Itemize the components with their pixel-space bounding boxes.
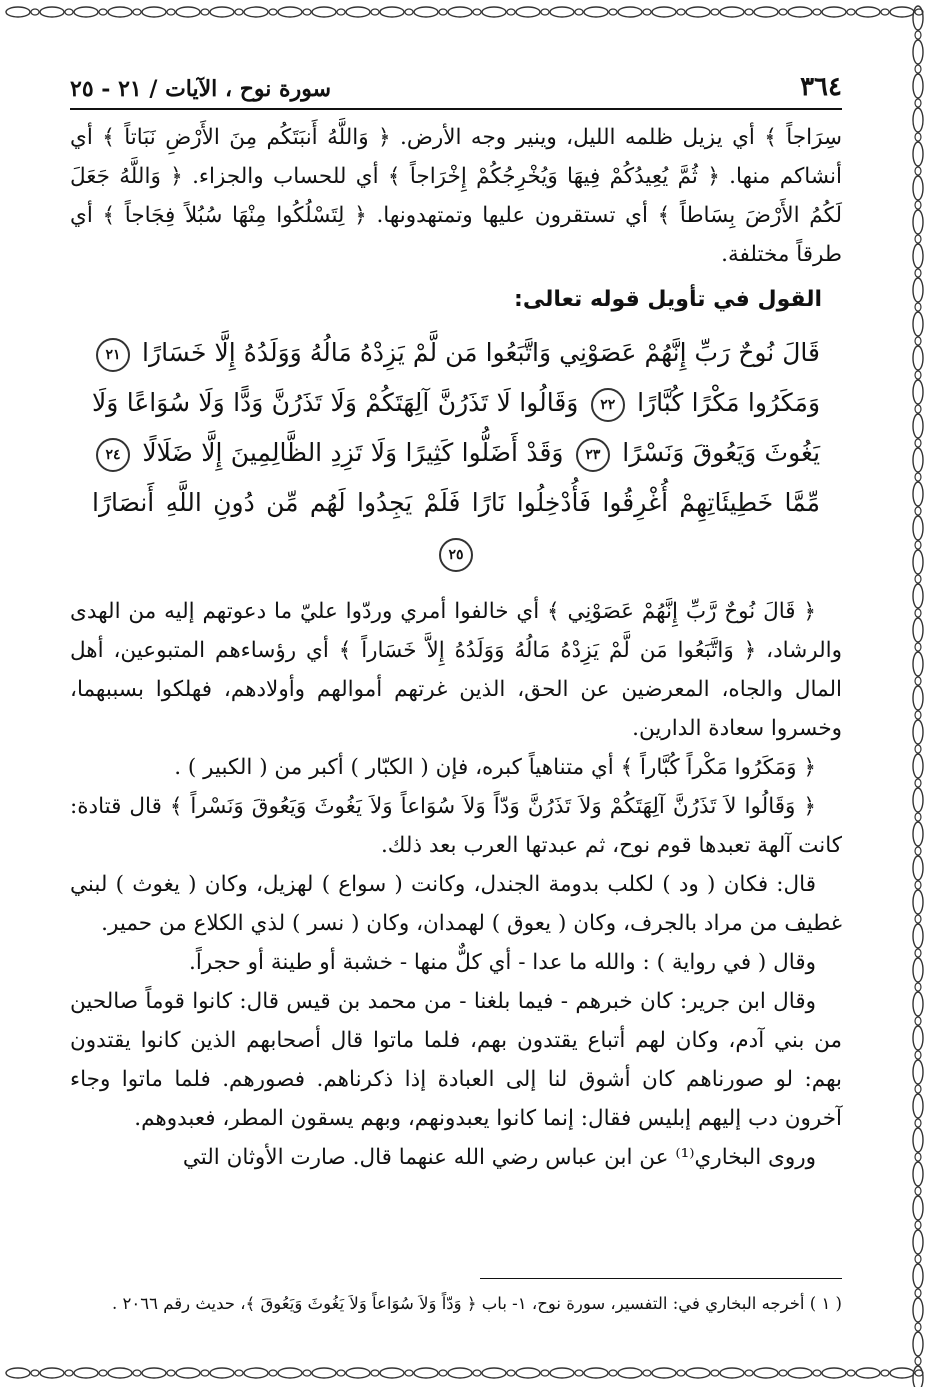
running-title: سورة نوح ، الآيات / ٢١ - ٢٥	[70, 76, 332, 102]
ayah-number-marker: ٢٥	[439, 538, 473, 572]
ayah-text: وَقَدْ أَضَلُّوا كَثِيرًا وَلَا تَزِدِ الظَّالِمِينَ إِلَّا ضَلَالًا	[142, 438, 564, 467]
decorative-border-top	[0, 0, 934, 34]
quran-verses-block	[92, 328, 820, 578]
paragraph-ibn-jarir: وقال ابن جرير: كان خبرهم - فيما بلغنا - من محمد بن قيس قال: كانوا قوماً صالحين من بني آدم، وكان لهم أتباع يقتدون بهم، فلما ماتوا قال أصحابهم الذين كانوا يقتدون بهم: لو صورناهم كان أشوق لنا إلى العبادة إذا ذكرناهم. فصورهم. فلما ماتوا وجاء آخرون دب إليهم إبليس فقال: إنما كانوا يعبدونهم، وبهم يسقون المطر، فعبدوهم.	[70, 989, 842, 1131]
section-heading: القول في تأويل قوله تعالى:	[514, 287, 822, 312]
page-content	[70, 62, 842, 1177]
page-number: ٣٦٤	[800, 72, 842, 102]
ayah-text: قَالَ نُوحٌ رَبِّ إِنَّهُمْ عَصَوْنِي وَاتَّبَعُوا مَن لَّمْ يَزِدْهُ مَالُهُ وَوَلَدُهُ إِلَّا خَسَارًا	[142, 338, 820, 367]
paragraph-riwaya: وقال ( في رواية ) : والله ما عدا - أي كلٌّ منها - خشبة أو طينة أو حجراً.	[189, 950, 816, 975]
ayah-number-marker: ٢٤	[96, 438, 130, 472]
paragraph-bukhari: وروى البخاري⁽¹⁾ عن ابن عباس رضي الله عنهما قال. صارت الأوثان التي	[182, 1145, 816, 1170]
footnote: ( ١ ) أخرجه البخاري في: التفسير، سورة نوح، ١- باب ﴿ وَدّاً وَلاَ سُوَاعاً وَلاَ يَغُوثَ وَيَعُوقَ ﴾، حديث رقم ٢٠٦٦ .	[112, 1294, 842, 1313]
ayah-number-marker: ٢١	[96, 338, 130, 372]
running-header	[70, 62, 842, 110]
ayah-text: وَمَكَرُوا مَكْرًا كُبَّارًا	[637, 388, 821, 417]
footnote-divider	[480, 1278, 842, 1279]
paragraph-qalu: ﴿ وَقَالُوا لاَ تَذَرُنَّ آلِهَتَكُمْ وَلاَ تَذَرُنَّ وَدّاً وَلاَ سُوَاعاً وَلاَ يَغُوثَ وَيَعُوقَ وَنَسْراً ﴾ قال قتادة: كانت آلهة تعبدها قوم نوح، ثم عبدتها العرب بعد ذلك.	[70, 794, 842, 858]
paragraph-nuh: ﴿ قَالَ نُوحٌ رَّبِّ إِنَّهُمْ عَصَوْنِي ﴾ أي خالفوا أمري وردّوا عليّ ما دعوتهم إليه من الهدى والرشاد، ﴿ وَاتَّبَعُوا مَن لَّمْ يَزِدْهُ مَالُهُ وَوَلَدُهُ إِلاَّ خَسَاراً ﴾ أي رؤساءهم المتبوعين، أهل المال والجاه، المعرضين عن الحق، الذين غرتهم أموالهم وأولادهم، فهلكوا بسببهما، وخسروا سعادة الدارين.	[70, 599, 842, 741]
paragraph-makr: ﴿ وَمَكَرُوا مَكْراً كُبَّاراً ﴾ أي متناهياً كبره، فإن ( الكبّار ) أكبر من ( الكبير ) .	[174, 755, 816, 780]
paragraph-opening: سِرَاجاً ﴾ أي يزيل ظلمه الليل، وينير وجه الأرض. ﴿ وَاللَّهُ أَنبَتَكُم مِنَ الأَرْضِ نَبَاتاً ﴾ أي أنشاكم منها. ﴿ ثُمَّ يُعِيدُكُمْ فِيهَا وَيُخْرِجُكُمْ إِخْرَاجاً ﴾ أي للحساب والجزاء. ﴿ وَاللَّهُ جَعَلَ لَكُمُ الأَرْضَ بِسَاطاً ﴾ أي تستقرون عليها وتمتهدونها. ﴿ لِتَسْلُكُوا مِنْهَا سُبُلاً فِجَاجاً ﴾ أي طرقاً مختلفة.	[70, 125, 842, 267]
ayah-text: مِّمَّا خَطِيئَاتِهِمْ أُغْرِقُوا فَأُدْخِلُوا نَارًا فَلَمْ يَجِدُوا لَهُم مِّن دُونِ اللَّهِ أَنصَارًا	[92, 488, 820, 517]
ayah-number-marker: ٢٢	[591, 388, 625, 422]
ayah-text: وَقَالُوا لَا تَذَرُنَّ آلِهَتَكُمْ وَلَا تَذَرُنَّ وَدًّا وَلَا سُوَاعًا وَلَا يَغُوثَ وَيَعُوقَ وَنَسْرًا	[92, 388, 821, 467]
paragraph-idols: قال: فكان ( ود ) لكلب بدومة الجندل، وكانت ( سواع ) لهزيل، وكان ( يغوث ) لبني غطيف من مراد بالجرف، وكان ( يعوق ) لهمدان، وكان ( نسر ) لذي الكلاع من حمير.	[70, 872, 842, 936]
decorative-border-right	[902, 0, 934, 1387]
ayah-number-marker: ٢٣	[576, 438, 610, 472]
decorative-border-bottom	[0, 1355, 934, 1387]
